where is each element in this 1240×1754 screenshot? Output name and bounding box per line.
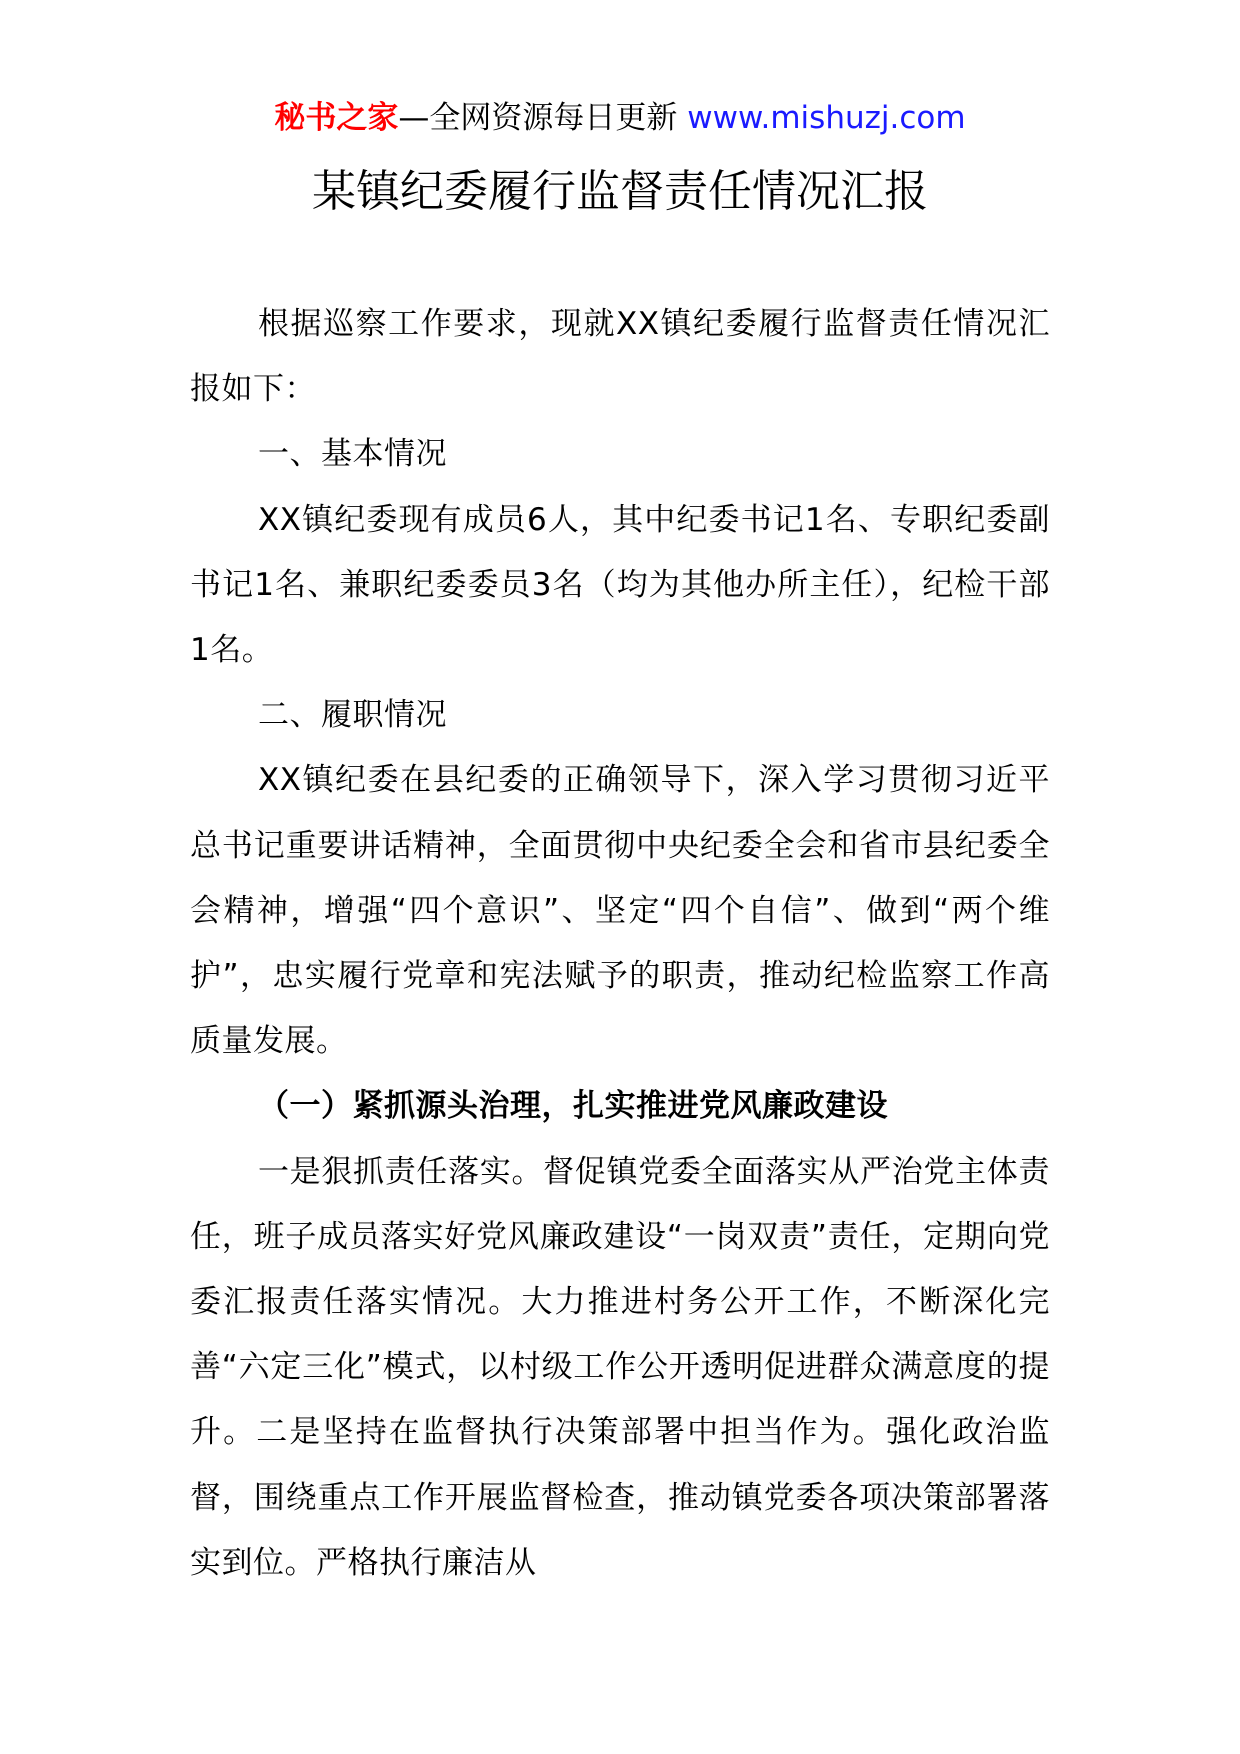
site-header	[0, 98, 1240, 138]
subsection-heading-source-governance: （一）紧抓源头治理，扎实推进党风廉政建设	[258, 1088, 888, 1125]
intro-paragraph: 根据巡察工作要求，现就XX镇纪委履行监督责任情况汇报如下：	[190, 306, 1050, 408]
source-governance-paragraph: 一是狠抓责任落实。督促镇党委全面落实从严治党主体责任，班子成员落实好党风廉政建设“一岗双责”责任，定期向党委汇报责任落实情况。大力推进村务公开工作，不断深化完善“六定三化”模式，以村级工作公开透明促进群众满意度的提升。二是坚持在监督执行决策部署中担当作为。强化政治监督，围绕重点工作开展监督检查，推动镇党委各项决策部署落实到位。严格执行廉洁从	[190, 1153, 1050, 1581]
brand-name: 秘书之家	[274, 100, 399, 136]
section-heading-basic-situation: 一、基本情况	[258, 436, 447, 473]
document-body	[190, 292, 1050, 1596]
basic-situation-paragraph: XX镇纪委现有成员6人，其中纪委书记1名、专职纪委副书记1名、兼职纪委委员3名（均为其他办所主任），纪检干部1名。	[190, 501, 1050, 669]
section-heading-duty-performance: 二、履职情况	[258, 697, 447, 734]
document-title: 某镇纪委履行监督责任情况汇报	[312, 166, 928, 217]
site-url-link[interactable]: www.mishuzj.com	[687, 100, 966, 136]
brand-tagline: —全网资源每日更新	[398, 100, 688, 136]
duty-performance-paragraph: XX镇纪委在县纪委的正确领导下，深入学习贯彻习近平总书记重要讲话精神，全面贯彻中央纪委全会和省市县纪委全会精神，增强“四个意识”、坚定“四个自信”、做到“两个维护”，忠实履行党章和宪法赋予的职责，推动纪检监察工作高质量发展。	[190, 762, 1050, 1060]
